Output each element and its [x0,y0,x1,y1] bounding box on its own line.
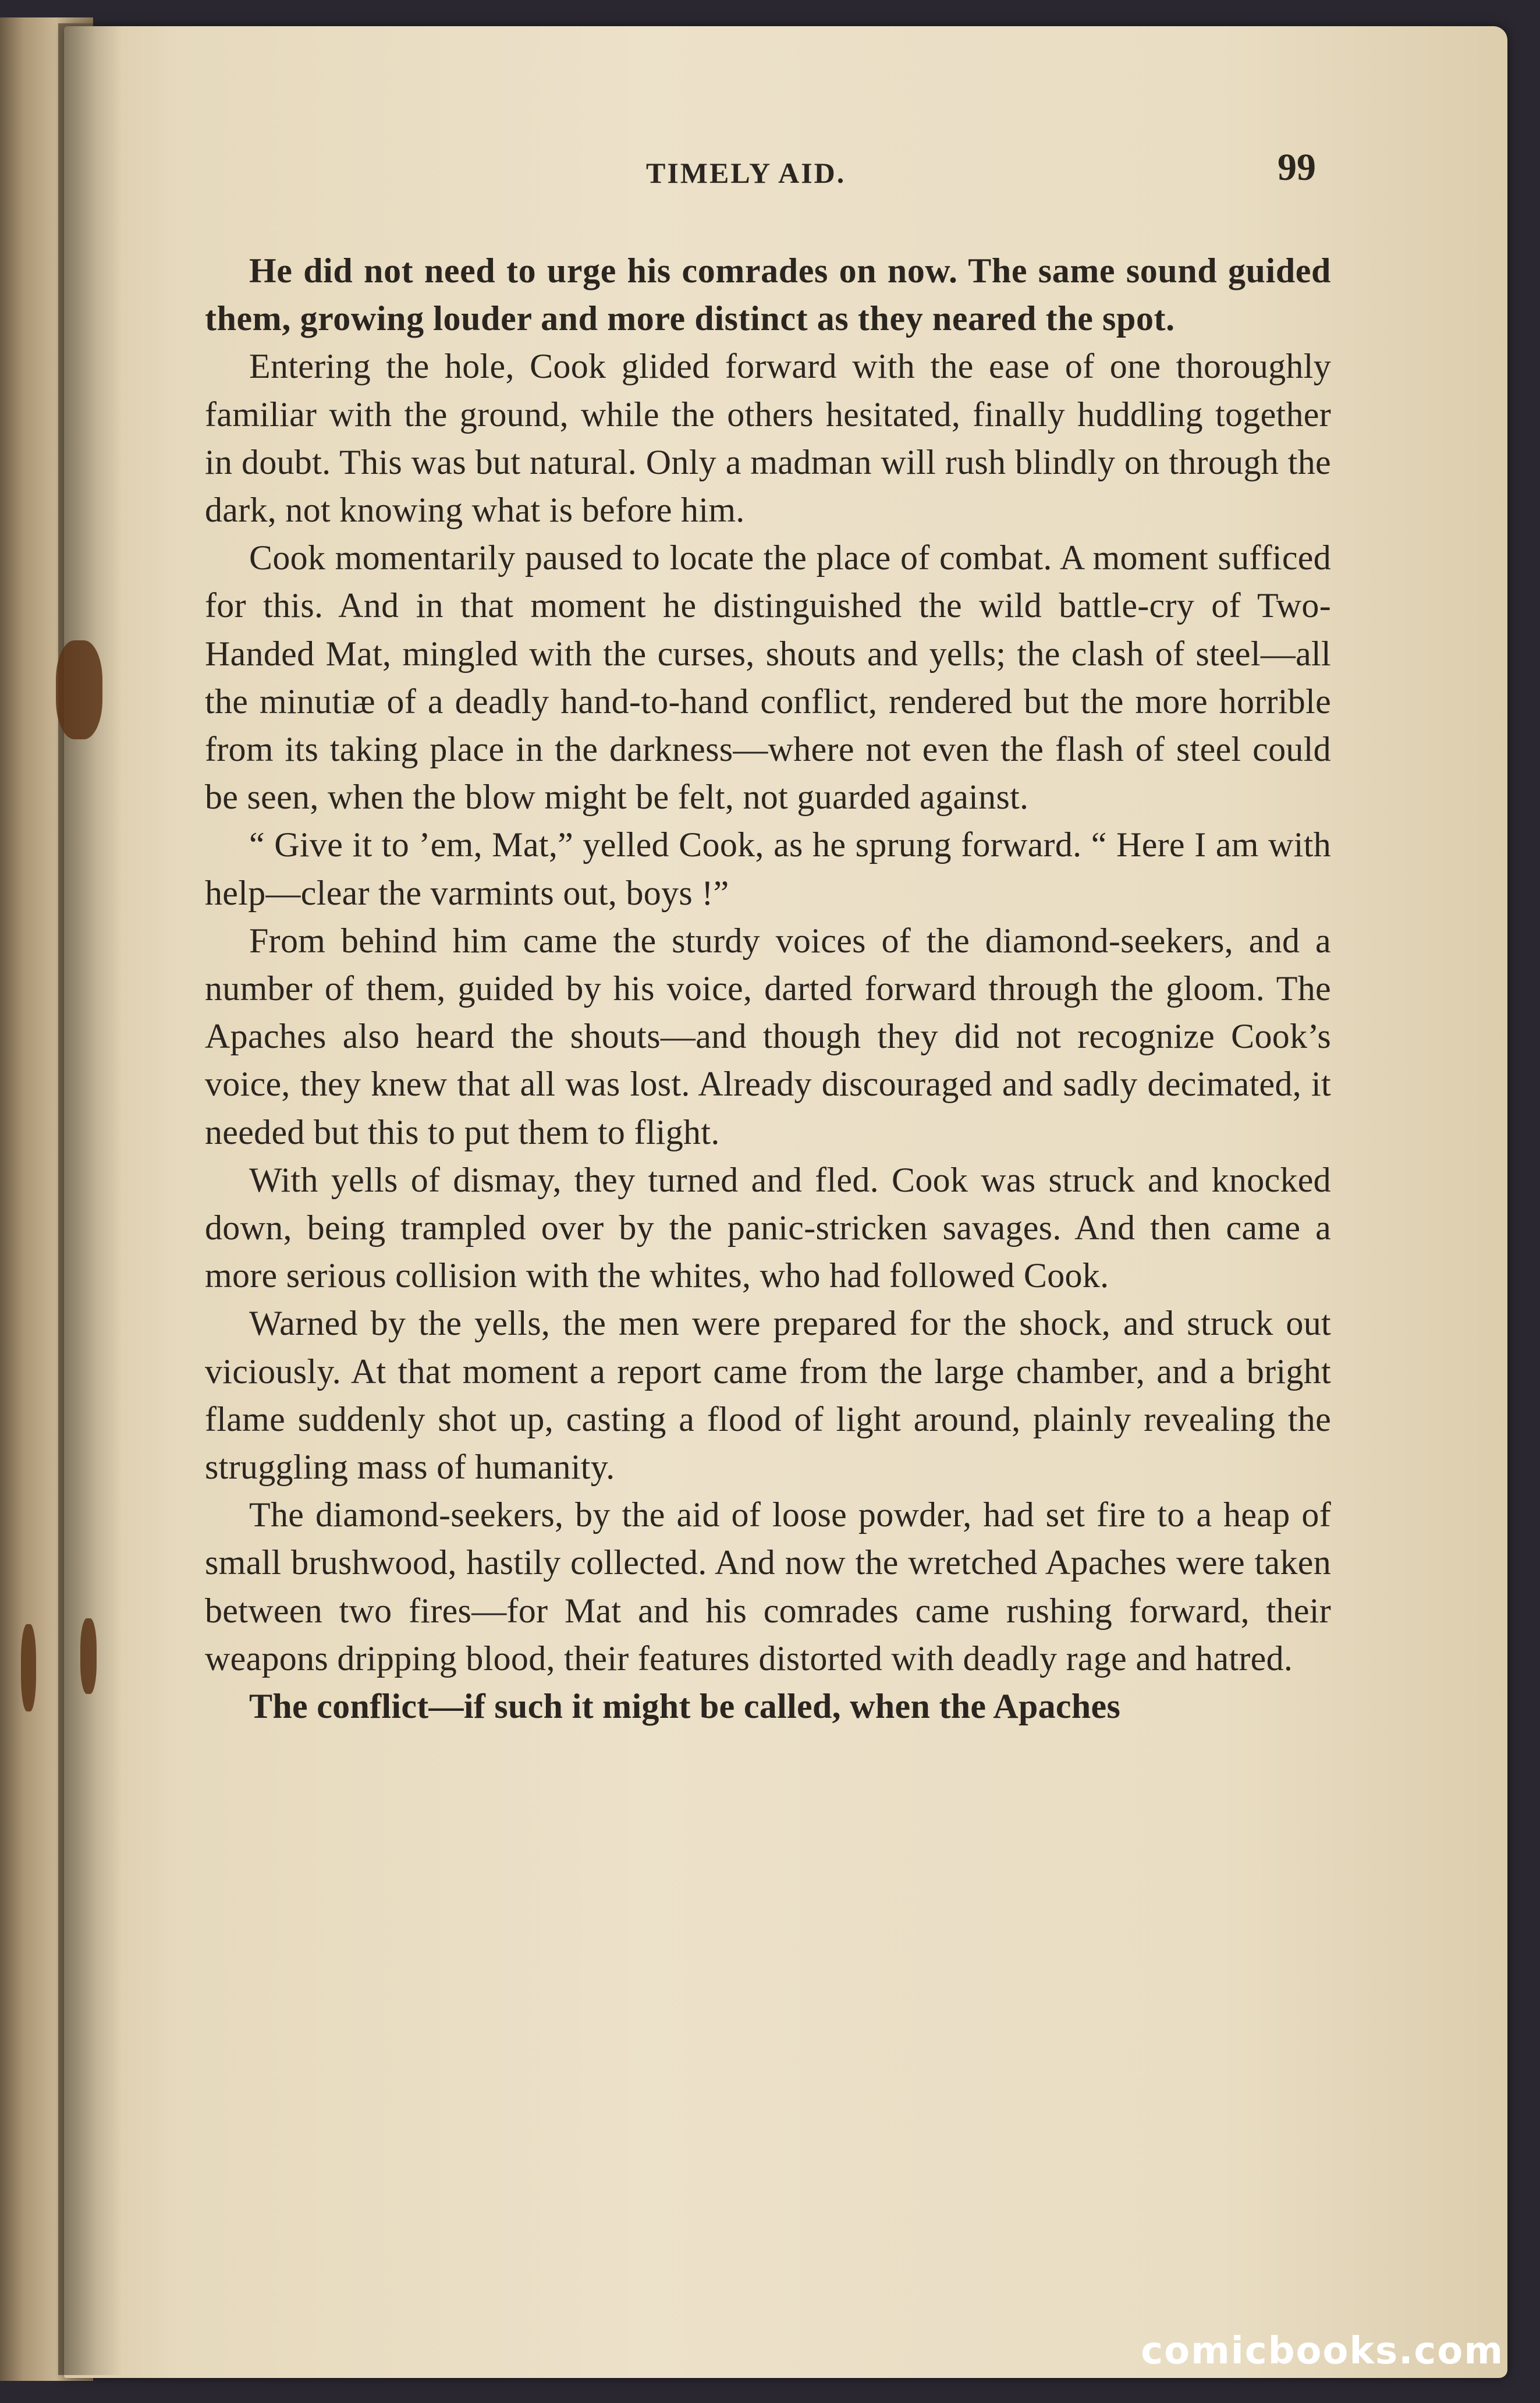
paragraph: Warned by the yells, the men were prepared for the shock, and struck out viciously. At that moment a report came from the large chamber, and a bright flame suddenly shot up, casting a flood of light around, plainly revealing the struggling mass of humanity. [205,1304,1331,1487]
paragraph: “ Give it to ’em, Mat,” yelled Cook, as he sprung forward. “ Here I am with help—clear the varmints out, boys !” [205,825,1331,912]
paragraph: From behind him came the sturdy voices of the diamond-seekers, and a number of them, guided by his voice, darted forward through the gloom. The Apaches also heard the shouts—and though they did not recognize Cook’s voice, they knew that all was lost. Already discouraged and sadly decimated, it needed but this to put them to flight. [205,921,1331,1151]
paragraph: He did not need to urge his comrades on now. The same sound guided them, growing louder and more distinct as they neared the spot. [205,251,1331,338]
page-number: 99 [1278,146,1316,189]
body-text [205,247,1331,1730]
paragraph: Entering the hole, Cook glided forward with the ease of one thoroughly familiar with the ground, while the others hesitated, finally huddling together in doubt. This was but natural. Only a madman will rush blindly on through the dark, not knowing what is before him. [205,347,1331,530]
running-title: TIMELY AID. [646,157,846,189]
binding-stain [21,1624,36,1711]
binding-stain [56,640,102,739]
paragraph: Cook momentarily paused to locate the place of combat. A moment sufficed for this. And in that moment he distinguished the wild battle-cry of Two-Handed Mat, mingled with the curses, shouts and yells; the clash of steel—all the minutiæ of a deadly hand-to-hand conflict, rendered but the more horrible from its taking place in the darkness—where not even the flash of steel could be seen, when the blow might be felt, not guarded against. [205,538,1331,817]
watermark: comicbooks.com [1141,2330,1504,2373]
gutter-shadow [58,23,122,2375]
paragraph: The conflict—if such it might be called, when the Apaches [249,1687,1121,1726]
paragraph: With yells of dismay, they turned and fled. Cook was struck and knocked down, being trampled over by the panic-stricken savages. And then came a more serious collision with the whites, who had followed Cook. [205,1160,1331,1295]
binding-stain [80,1618,97,1694]
paragraph: The diamond-seekers, by the aid of loose powder, had set fire to a heap of small brushwood, hastily collected. And now the wretched Apaches were taken between two fires—for Mat and his comrades came rushing forward, their weapons dripping blood, their features distorted with deadly rage and hatred. [205,1495,1331,1678]
